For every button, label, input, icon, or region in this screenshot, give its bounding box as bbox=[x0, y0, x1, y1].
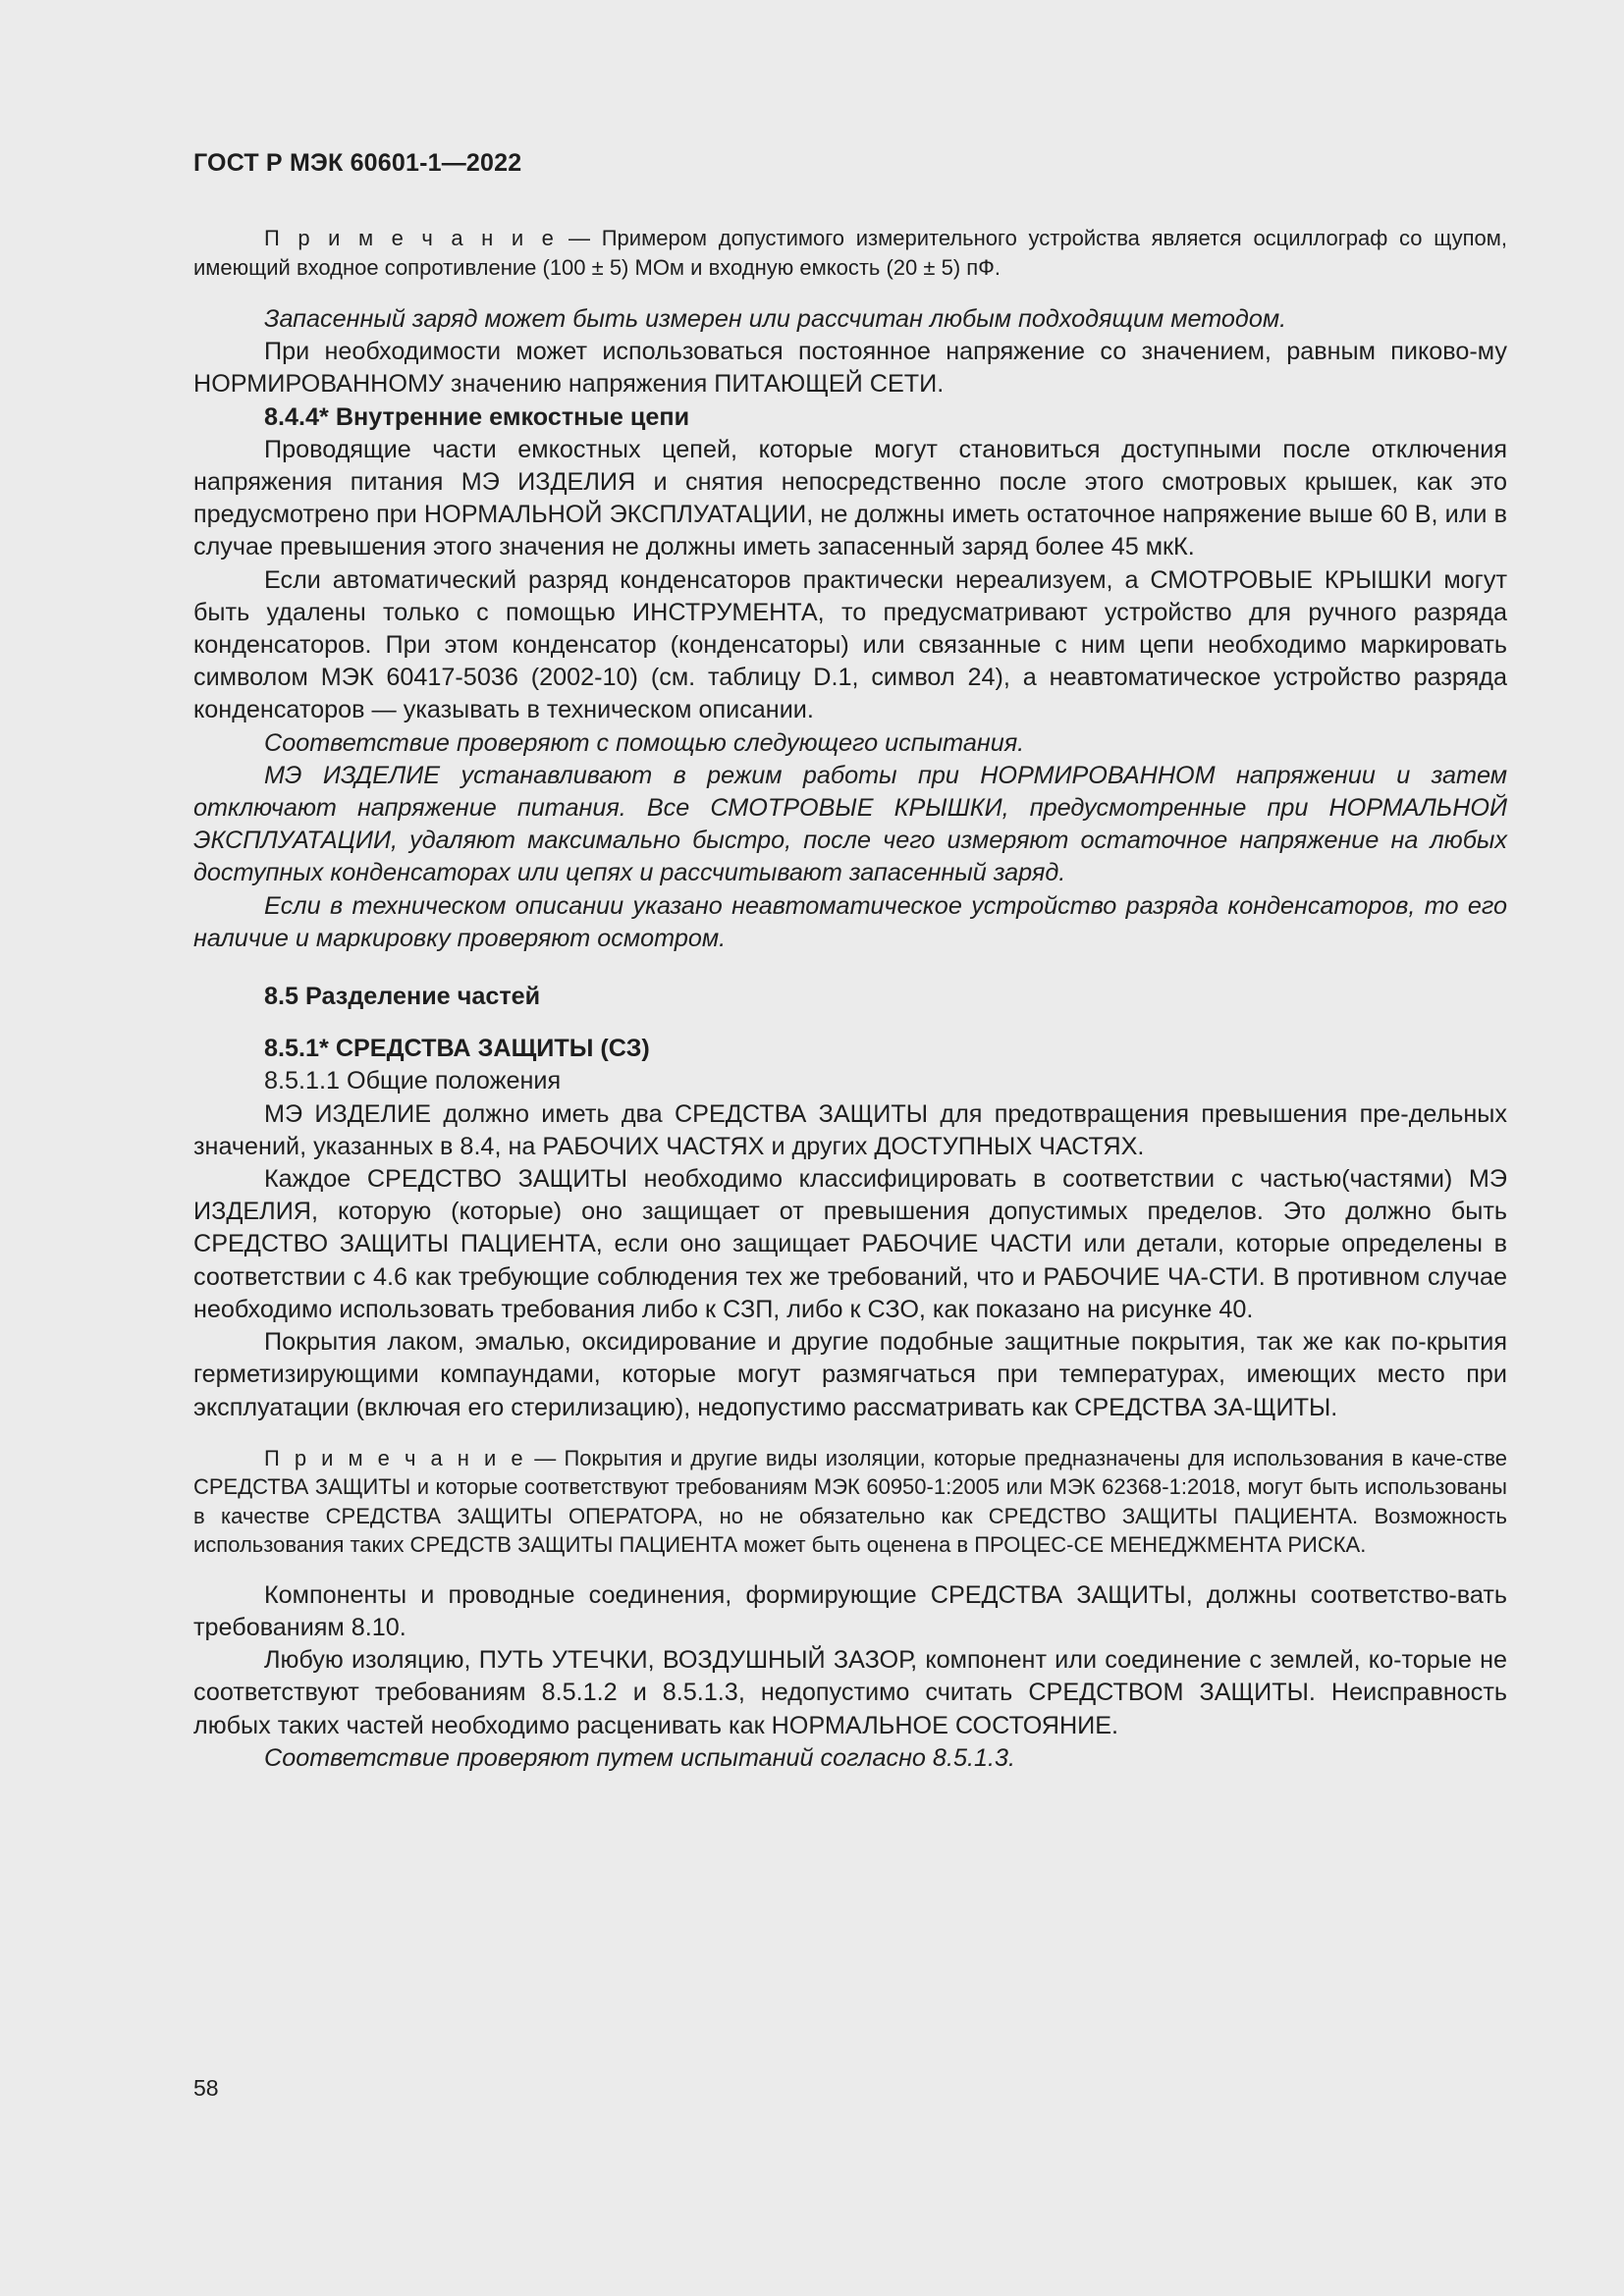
italic-paragraph: Запасенный заряд может быть измерен или рассчитан любым подходящим методом. bbox=[264, 305, 1287, 333]
note-text: — Покрытия и другие виды изоляции, которые предназначены для использования в каче-стве СРЕДСТВА ЗАЩИТЫ и которые соответствуют требованиям МЭК 60950-1:2005 или МЭК 62368-1:2018, могут быть использованы в качестве СРЕДСТВА ЗАЩИТЫ ОПЕРАТОРА, но не обязательно как СРЕДСТВО ЗАЩИТЫ ПАЦИЕНТА. Возможность использования таких СРЕДСТВ ЗАЩИТЫ ПАЦИЕНТА может быть оценена в ПРОЦЕС-СЕ МЕНЕДЖМЕНТА РИСКА. bbox=[193, 1445, 1507, 1558]
body-paragraph: Любую изоляцию, ПУТЬ УТЕЧКИ, ВОЗДУШНЫЙ ЗАЗОР, компонент или соединение с землей, ко-торые не соответствуют требованиям 8.5.1.2 и 8.5.1.3, недопустимо считать СРЕДСТВОМ ЗАЩИТЫ. Неисправность любых таких частей необходимо расценивать как НОРМАЛЬНОЕ СОСТОЯНИЕ. bbox=[193, 1646, 1507, 1739]
section-heading: 8.5 Разделение частей bbox=[264, 983, 541, 1011]
note-text: — Примером допустимого измерительного устройства является осциллограф со щупом, имеющий входное сопротивление (100 ± 5) МОм и входную емкость (20 ± 5) пФ. bbox=[193, 226, 1508, 280]
body-paragraph: Компоненты и проводные соединения, формирующие СРЕДСТВА ЗАЩИТЫ, должны соответство-вать требованиям 8.10. bbox=[193, 1580, 1507, 1641]
note-label: П р и м е ч а н и е bbox=[264, 1445, 526, 1470]
note-paragraph bbox=[193, 1444, 1507, 1560]
section-heading: 8.5.1* СРЕДСТВА ЗАЩИТЫ (СЗ) bbox=[264, 1035, 650, 1063]
page-number: 58 bbox=[193, 2075, 219, 2101]
body-paragraph: 8.5.1.1 Общие положения bbox=[264, 1067, 562, 1095]
spacer bbox=[193, 282, 1507, 303]
body-paragraph: Покрытия лаком, эмалью, оксидирование и другие подобные защитные покрытия, так же как по-крытия герметизирующими компаундами, которые могут размягчаться при температурах, имеющих место при эксплуатации (включая его стерилизацию), недопустимо рассматривать как СРЕДСТВА ЗА-ЩИТЫ. bbox=[193, 1328, 1507, 1421]
italic-paragraph: Соответствие проверяют путем испытаний согласно 8.5.1.3. bbox=[264, 1743, 1015, 1772]
spacer bbox=[193, 1424, 1507, 1444]
section-heading: 8.4.4* Внутренние емкостные цепи bbox=[264, 402, 690, 431]
spacer bbox=[193, 1013, 1507, 1033]
body-paragraph: При необходимости может использоваться постоянное напряжение со значением, равным пиково-му НОРМИРОВАННОМУ значению напряжения ПИТАЮЩЕЙ СЕТИ. bbox=[193, 338, 1507, 399]
document-header: ГОСТ Р МЭК 60601-1—2022 bbox=[193, 149, 522, 177]
body-paragraph: Каждое СРЕДСТВО ЗАЩИТЫ необходимо классифицировать в соответствии с частью(частями) МЭ ИЗДЕЛИЯ, которую (которые) оно защищает от превышения допустимых пределов. Это должно быть СРЕДСТВО ЗАЩИТЫ ПАЦИЕНТА, если оно защищает РАБОЧИЕ ЧАСТИ или детали, которые определены в соответствии с 4.6 как требующие соблюдения тех же требований, что и РАБОЧИЕ ЧА-СТИ. В противном случае необходимо использовать требования либо к СЗП, либо к СЗО, как показано на рисунке 40. bbox=[193, 1165, 1507, 1323]
body-paragraph: МЭ ИЗДЕЛИЕ должно иметь два СРЕДСТВА ЗАЩИТЫ для предотвращения превышения пре-дельных значений, указанных в 8.4, на РАБОЧИХ ЧАСТЯХ и других ДОСТУПНЫХ ЧАСТЯХ. bbox=[193, 1099, 1507, 1160]
body-paragraph: Если автоматический разряд конденсаторов практически нереализуем, а СМОТРОВЫЕ КРЫШКИ могут быть удалены только с помощью ИНСТРУМЕНТА, то предусматривают устройство для ручного разряда конденсаторов. При этом конденсатор (конденсаторы) или связанные с ним цепи необходимо маркировать символом МЭК 60417-5036 (2002-10) (см. таблицу D.1, символ 24), а неавтоматическое устройство разряда конденсаторов — указывать в техническом описании. bbox=[193, 565, 1507, 724]
italic-paragraph: Если в техническом описании указано неавтоматическое устройство разряда конденсаторов, то его наличие и маркировку проверяют осмотром. bbox=[193, 891, 1507, 952]
spacer bbox=[193, 955, 1507, 981]
document-body bbox=[193, 224, 1507, 1775]
italic-paragraph: МЭ ИЗДЕЛИЕ устанавливают в режим работы при НОРМИРОВАННОМ напряжении и затем отключают напряжение питания. Все СМОТРОВЫЕ КРЫШКИ, предусмотренные при НОРМАЛЬНОЙ ЭКСПЛУАТАЦИИ, удаляют максимально быстро, после чего измеряют остаточное напряжение на любых доступных конденсаторах или цепях и рассчитывают запасенный заряд. bbox=[193, 761, 1507, 887]
note-label: П р и м е ч а н и е bbox=[264, 226, 558, 250]
italic-paragraph: Соответствие проверяют с помощью следующего испытания. bbox=[264, 728, 1025, 757]
note-paragraph bbox=[193, 224, 1507, 282]
spacer bbox=[193, 1560, 1507, 1579]
body-paragraph: Проводящие части емкостных цепей, которые могут становиться доступными после отключения напряжения питания МЭ ИЗДЕЛИЯ и снятия непосредственно после этого смотровых крышек, как это предусмотрено при НОРМАЛЬНОЙ ЭКСПЛУАТАЦИИ, не должны иметь остаточное напряжение выше 60 В, или в случае превышения этого значения не должны иметь запасенный заряд более 45 мкК. bbox=[193, 435, 1507, 561]
